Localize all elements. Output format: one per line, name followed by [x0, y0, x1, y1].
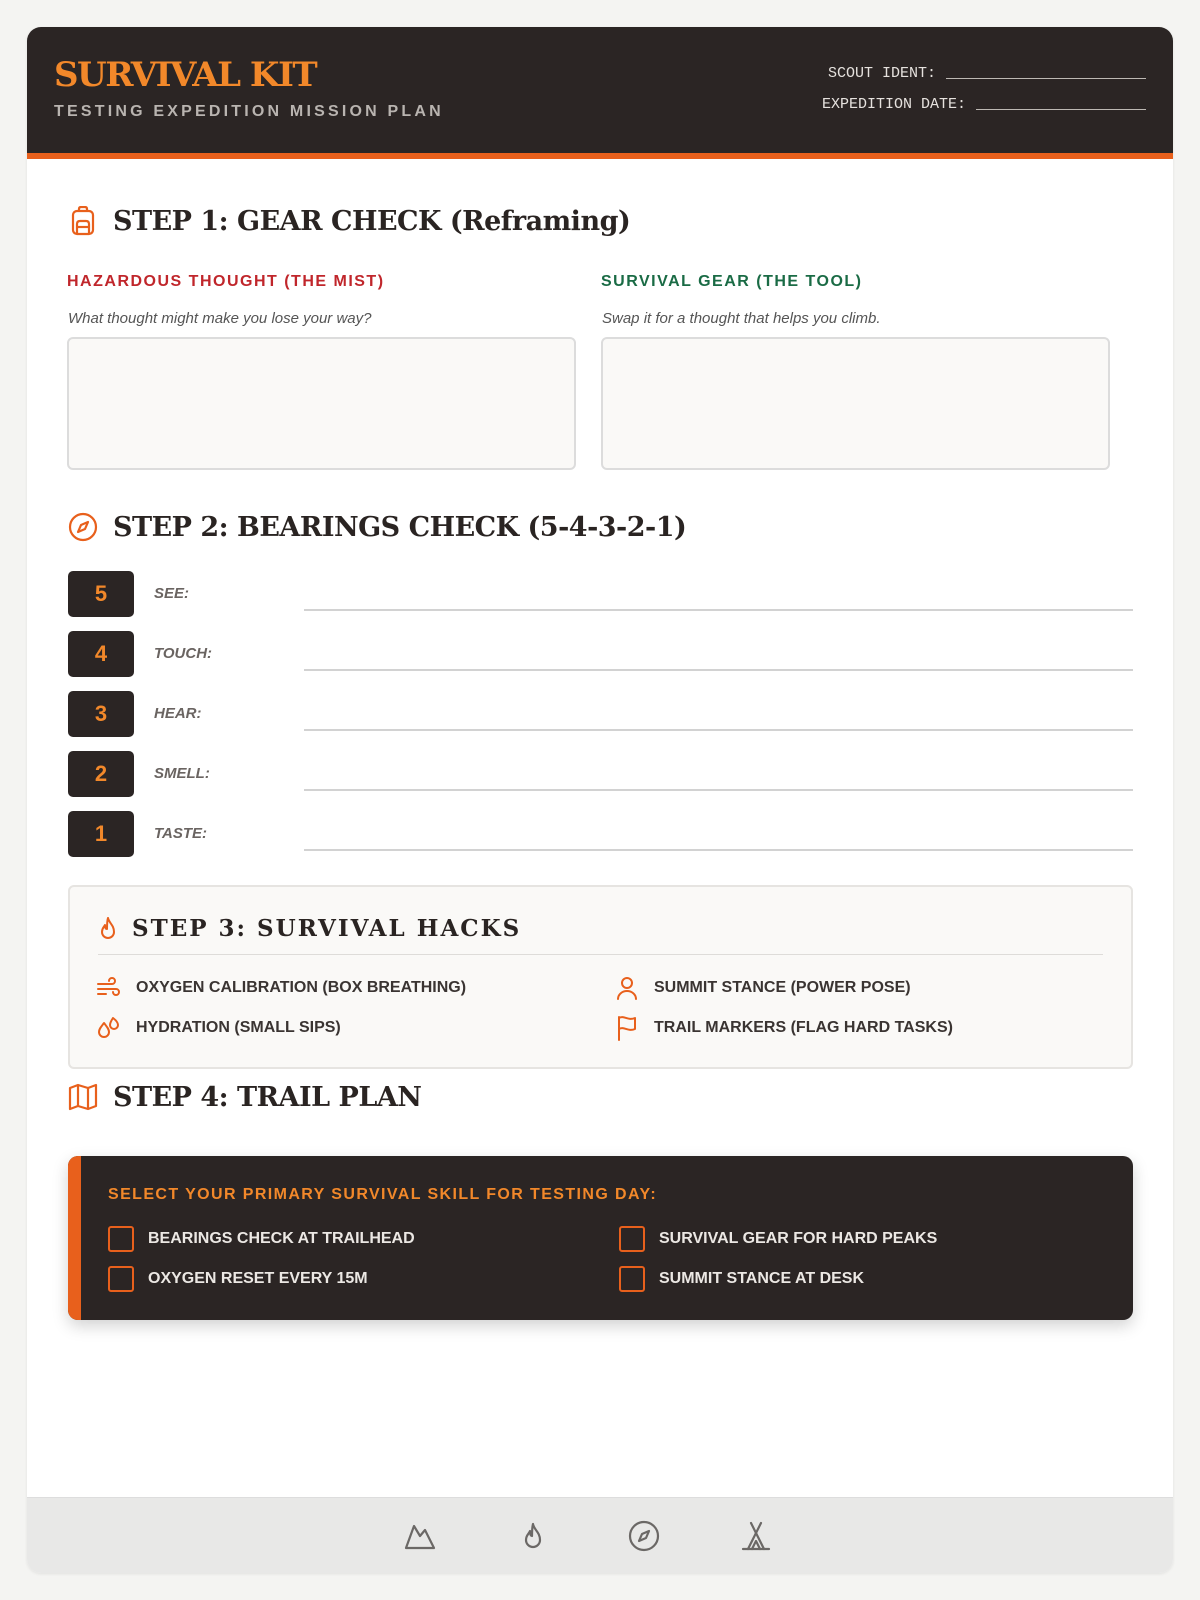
scout-ident-label: SCOUT IDENT:: [827, 65, 936, 82]
step4-title: STEP 4: TRAIL PLAN: [113, 1081, 422, 1113]
touch-answer-line[interactable]: [304, 669, 1133, 671]
step4-heading: [67, 1081, 421, 1113]
sense-label: TOUCH:: [154, 645, 213, 662]
map-icon: [67, 1081, 99, 1113]
hack-item: [614, 1015, 953, 1041]
sense-label: TASTE:: [154, 825, 208, 842]
sense-count: 1: [68, 811, 134, 857]
expedition-date-line[interactable]: [976, 109, 1146, 110]
checkbox[interactable]: [619, 1226, 645, 1252]
step1-title: STEP 1: GEAR CHECK (Reframing): [113, 205, 631, 237]
option-label: OXYGEN RESET EVERY 15M: [148, 1270, 368, 1287]
sense-count: 3: [68, 691, 134, 737]
mountain-icon: [403, 1519, 437, 1553]
accent-bar: [68, 1156, 81, 1320]
survival-hacks-panel: [68, 885, 1133, 1069]
option-bearings-check[interactable]: [108, 1226, 415, 1252]
hazardous-thought-input[interactable]: [67, 337, 576, 470]
compass-icon: [627, 1519, 661, 1553]
survival-gear-hint: Swap it for a thought that helps you climb.: [602, 310, 881, 327]
flame-icon: [516, 1519, 550, 1553]
hack-label: TRAIL MARKERS (FLAG HARD TASKS): [654, 1019, 953, 1036]
sense-count: 5: [68, 571, 134, 617]
person-icon: [614, 975, 640, 1001]
option-label: SURVIVAL GEAR FOR HARD PEAKS: [659, 1230, 938, 1247]
divider: [98, 954, 1103, 955]
hack-item: [96, 975, 466, 1001]
option-survival-gear[interactable]: [619, 1226, 937, 1252]
sense-label: HEAR:: [154, 705, 202, 722]
hack-label: OXYGEN CALIBRATION (BOX BREATHING): [136, 979, 467, 996]
sense-count: 2: [68, 751, 134, 797]
header: [27, 27, 1173, 159]
see-answer-line[interactable]: [304, 609, 1133, 611]
sense-row-see: [68, 571, 1133, 617]
sense-row-smell: [68, 751, 1133, 797]
flag-icon: [614, 1015, 640, 1041]
step1-heading: [67, 205, 630, 237]
option-oxygen-reset[interactable]: [108, 1266, 368, 1292]
scout-ident-field[interactable]: [828, 65, 1146, 82]
sense-count: 4: [68, 631, 134, 677]
checkbox[interactable]: [619, 1266, 645, 1292]
scout-ident-line[interactable]: [946, 78, 1146, 79]
taste-answer-line[interactable]: [304, 849, 1133, 851]
sense-row-hear: [68, 691, 1133, 737]
trail-plan-prompt: SELECT YOUR PRIMARY SURVIVAL SKILL FOR TESTING DAY:: [108, 1186, 658, 1203]
expedition-date-field[interactable]: [822, 96, 1146, 113]
tent-icon: [739, 1519, 773, 1553]
expedition-date-label: EXPEDITION DATE:: [821, 96, 966, 113]
backpack-icon: [67, 205, 99, 237]
hear-answer-line[interactable]: [304, 729, 1133, 731]
page-title: SURVIVAL KIT: [54, 55, 317, 95]
flame-icon: [96, 916, 120, 942]
checkbox[interactable]: [108, 1266, 134, 1292]
sense-label: SMELL:: [154, 765, 210, 782]
worksheet: [27, 27, 1173, 1573]
step3-title: STEP 3: SURVIVAL HACKS: [132, 915, 522, 942]
hack-label: SUMMIT STANCE (POWER POSE): [654, 979, 911, 996]
option-summit-stance[interactable]: [619, 1266, 864, 1292]
step2-title: STEP 2: BEARINGS CHECK (5-4-3-2-1): [113, 511, 687, 543]
footer: [27, 1497, 1173, 1573]
checkbox[interactable]: [108, 1226, 134, 1252]
hazardous-thought-label: HAZARDOUS THOUGHT (THE MIST): [67, 273, 385, 290]
droplets-icon: [96, 1015, 122, 1041]
step3-heading: [96, 915, 521, 942]
sense-label: SEE:: [154, 585, 190, 602]
sense-row-touch: [68, 631, 1133, 677]
hack-label: HYDRATION (SMALL SIPS): [136, 1019, 341, 1036]
sense-row-taste: [68, 811, 1133, 857]
hack-item: [96, 1015, 341, 1041]
page-subtitle: TESTING EXPEDITION MISSION PLAN: [54, 103, 444, 120]
compass-icon: [67, 511, 99, 543]
survival-gear-label: SURVIVAL GEAR (THE TOOL): [601, 273, 863, 290]
option-label: BEARINGS CHECK AT TRAILHEAD: [148, 1230, 415, 1247]
hazardous-thought-hint: What thought might make you lose your way?: [68, 310, 372, 327]
survival-gear-input[interactable]: [601, 337, 1110, 470]
step2-heading: [67, 511, 686, 543]
trail-plan-panel: [68, 1156, 1133, 1320]
option-label: SUMMIT STANCE AT DESK: [659, 1270, 865, 1287]
smell-answer-line[interactable]: [304, 789, 1133, 791]
wind-icon: [96, 975, 122, 1001]
hack-item: [614, 975, 911, 1001]
